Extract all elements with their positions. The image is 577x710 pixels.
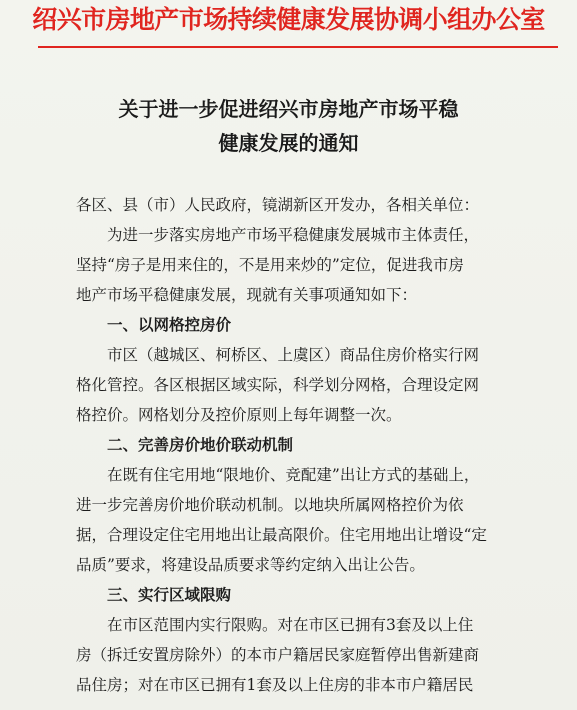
section-3-line: 品住房；对在市区已拥有1套及以上住房的非本市户籍居民 xyxy=(76,676,474,694)
section-2-line: 品质”要求，将建设品质要求等约定纳入出让公告。 xyxy=(76,556,425,574)
section-3-line: 房（拆迁安置房除外）的本市户籍居民家庭暂停出售新建商 xyxy=(76,646,480,664)
section-2-line: 据，合理设定住宅用地出让最高限价。住宅用地出让增设“定 xyxy=(76,526,487,544)
section-2-line: 进一步完善房价地价联动机制。以地块所属网格控价为依 xyxy=(76,496,464,514)
intro-line: 地产市场平稳健康发展，现就有关事项通知如下： xyxy=(76,286,418,304)
title-line-2: 健康发展的通知 xyxy=(218,131,359,155)
section-1-line: 市区（越城区、柯桥区、上虞区）商品住房价格实行网 xyxy=(107,346,480,364)
section-heading-1: 一、以网格控房价 xyxy=(107,316,232,334)
salutation: 各区、县（市）人民政府，镜湖新区开发办，各相关单位： xyxy=(76,196,480,214)
issuer-header: 绍兴市房地产市场持续健康发展协调小组办公室 xyxy=(32,5,545,34)
section-heading-2: 二、完善房价地价联动机制 xyxy=(107,436,294,454)
intro-line: 为进一步落实房地产市场平稳健康发展城市主体责任， xyxy=(107,226,480,244)
section-3-line: 在市区范围内实行限购。对在市区已拥有3套及以上住 xyxy=(107,616,474,634)
title-line-1: 关于进一步促进绍兴市房地产市场平稳 xyxy=(118,97,459,121)
section-1-line: 格控价。网格划分及控价原则上每年调整一次。 xyxy=(76,406,402,424)
section-1-line: 格化管控。各区根据区域实际，科学划分网格，合理设定网 xyxy=(76,376,480,394)
red-header-rule xyxy=(38,46,558,48)
document-title xyxy=(0,92,577,160)
section-2-line: 在既有住宅用地“限地价、竞配建”出让方式的基础上， xyxy=(107,466,480,484)
intro-line: 坚持“房子是用来住的，不是用来炒的”定位，促进我市房 xyxy=(76,256,464,274)
section-heading-3: 三、实行区域限购 xyxy=(107,586,232,604)
document-body xyxy=(76,190,546,700)
